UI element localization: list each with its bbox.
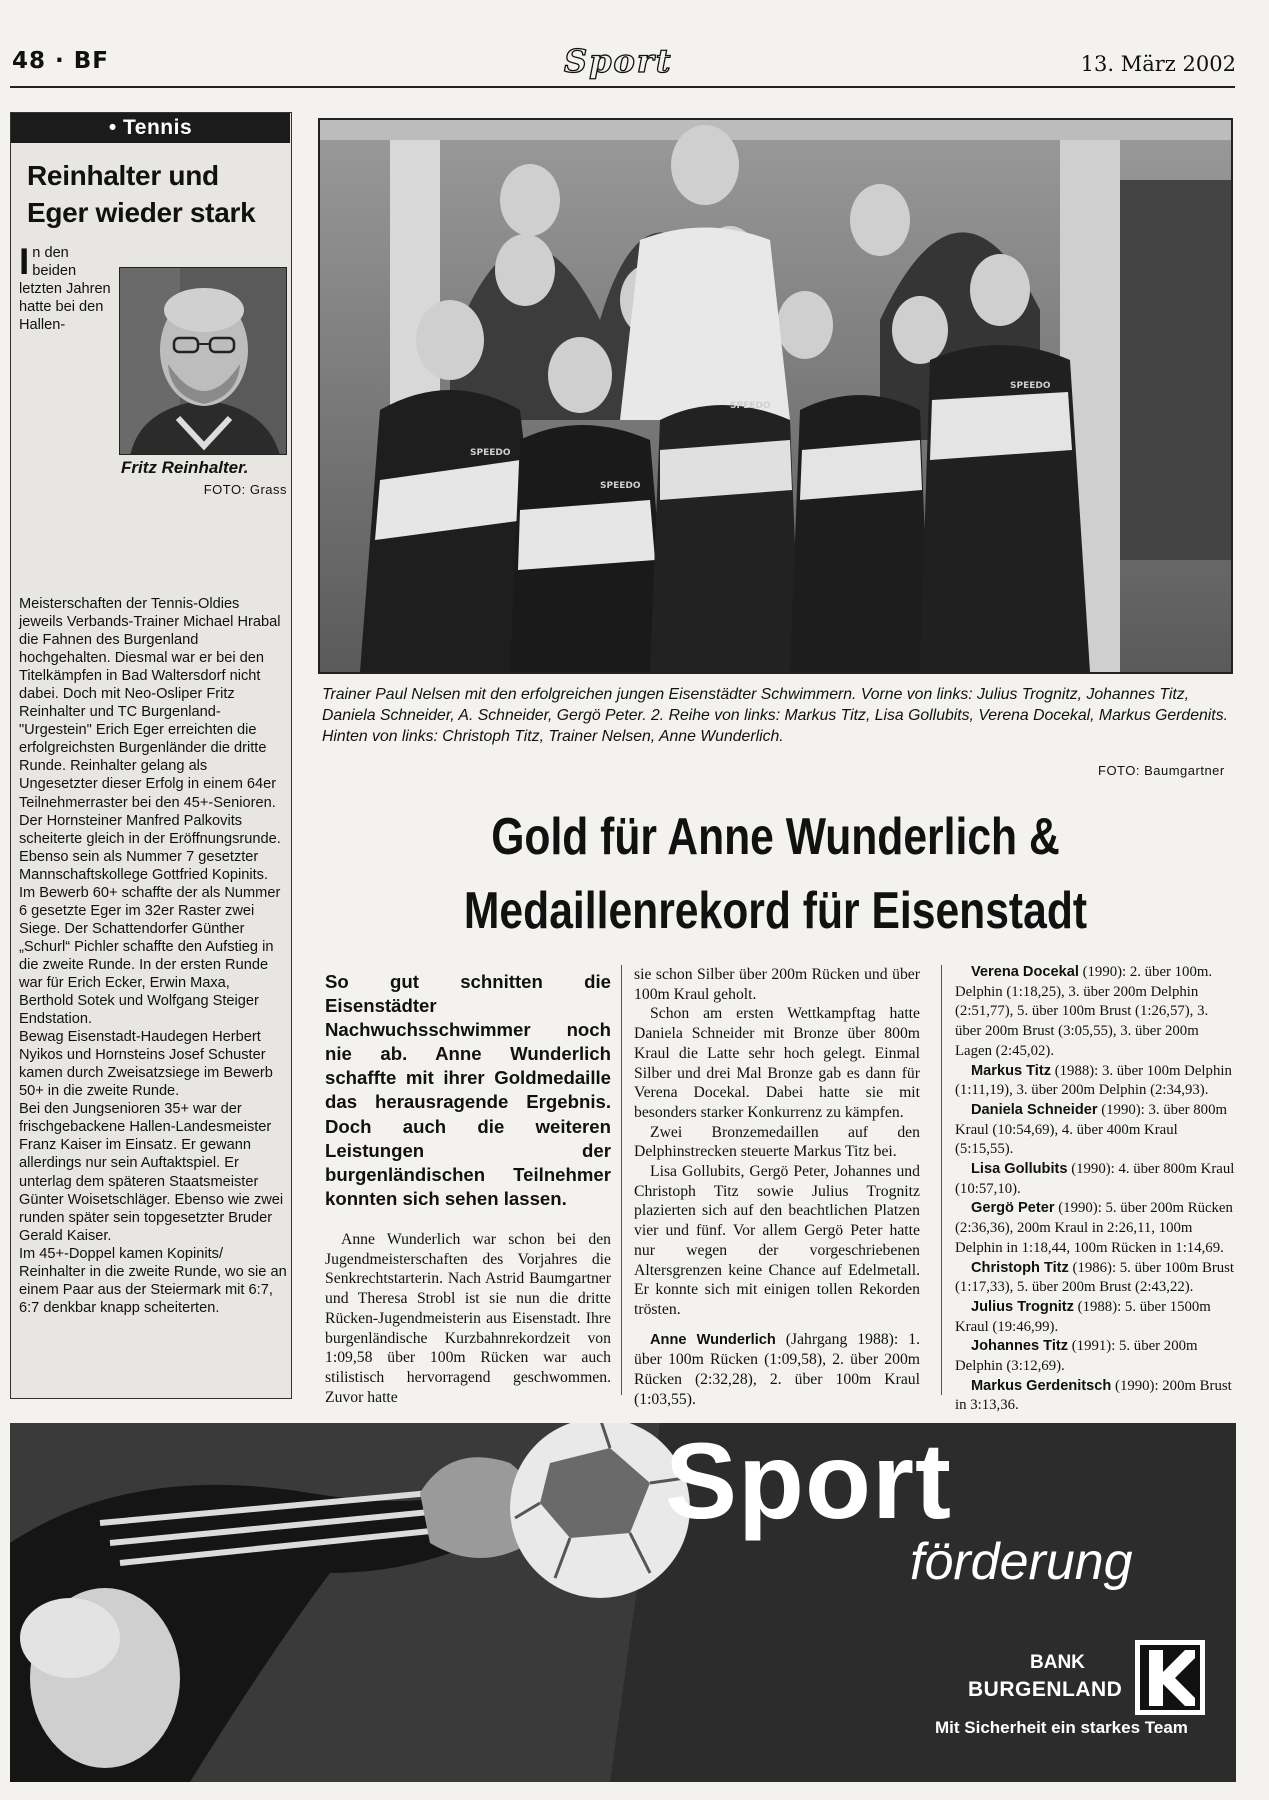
column-divider-1 [621,965,622,1395]
bank-slogan: Mit Sicherheit ein starkes Team [935,1718,1188,1737]
result-name: Julius Trognitz [971,1298,1074,1315]
result-text: (1990): 5. über 200m Rücken (2:36,36), 200m Kraul in 2:26,11, 100m Delphin in 1:18,44, 100m Rücken in 1:14,69. [955,1200,1233,1256]
sidebar-headline [27,157,287,231]
result-entry [955,1259,1237,1298]
header-rule [10,86,1235,88]
col2-paragraph-3: Zwei Bronzemedaillen auf den Delphinstrecken steuerte Markus Titz bei. [634,1123,920,1161]
main-headline-line2: Medaillenrekord für Eisenstadt [463,882,1088,940]
bank-name-line1: BANK [1030,1652,1085,1673]
main-headline [400,800,1150,948]
sidebar-intro-text: n den beiden letzten Jahren hatte bei den Hallen-Meisterschaften der Tennis-Oldies jeweils Verbands-Trainer Michael Hrabal die Fahnen des Burgenland hochgehalten. Diesmal war er bei den Titelkämpfen in Bad Waltersdorf nicht dabei. Doch mit Neo-Osliper Fritz Reinhalter und TC Burgenland-"Urgestein" Erich Eger erreichten die erfolgreichsten Burgenländer die dritte Runde. Reinhalter gelang als Ungesetzter dieser Erfolg in einem 64er Teilnehmerraster bei den 45+-Senioren. Der Hornsteiner Manfred Palkovits scheiterte gleich in der Eröffnungsrunde. Ebenso sein als Nummer 7 gesetzter Mannschaftskollege Gottfried Kopinits. Im Bewerb 60+ schaffte der als Nummer 6 gesetzte Eger im 32er Raster zwei Siege. Der Schattendorfer Günther „Schurl“ Pichler schaffte den Aufstieg in die zweite Runde. In der ersten Runde war für Erich Ecker, Erwin Maxa, Berthold Sotek und Wolfgang Steiger Endstation. [19,245,281,1028]
result-name: Gergö Peter [971,1200,1055,1217]
portrait-photo [119,267,287,455]
page-number: 48 · BF [12,48,110,74]
sidebar-paragraph-2: Bewag Eisenstadt-Haudegen Herbert Nyikos und Hornsteins Josef Schuster kamen durch Zweisatzsiege im Bewerb 50+ in die zweite Runde. [19,1029,273,1100]
sidebar-paragraph-3: Bei den Jungsenioren 35+ war der frischgebackene Hallen-Landesmeister Franz Kaiser im Einsatz. Er gewann allerdings nur sein Auftaktspiel. Er unterlag dem späteren Staatsmeister Günter Woisetschläger. Ebenso wie zwei runden später sein topgesetzter Bruder Gerald Kaiser. [19,1101,284,1244]
result-entry [955,1337,1237,1376]
issue-date: 13. März 2002 [1080,52,1236,76]
result-text: (1988): 3. über 100m Delphin (1:11,19), 3. über 200m Delphin (2:34,93). [955,1062,1232,1099]
result-text: (Jahrgang 1988): 1. über 100m Rücken (1:09,58), 2. über 200m Rücken (2:32,28), 2. über 100m Kraul (1:03,55). [634,1330,920,1408]
bank-name-line2: BURGENLAND [968,1678,1123,1701]
result-name: Johannes Titz [971,1338,1069,1355]
portrait-credit: FOTO: Grass [203,482,287,498]
sidebar-headline-line2: Eger wieder stark [27,197,256,228]
article-lead: So gut schnitten die Eisenstädter Nachwuchsschwimmer noch nie ab. Anne Wunderlich schaffte mit ihrer Goldmedaille das herausragende Ergebnis. Doch auch die weiteren Leistungen der burgenländischen Teilnehmer konnten sich sehen lassen. [325,971,611,1209]
dropcap: I [19,241,30,282]
jacket-brand-label-3: SPEEDO [730,401,771,411]
result-text: (1991): 5. über 200m Delphin (3:12,69). [955,1338,1198,1375]
col1-paragraph: Anne Wunderlich war schon bei den Jugendmeisterschaften des Vorjahres die Senkrechtstarterin. Nach Astrid Baumgartner und Theresa Strobl ist sie nun die dritte Rücken-Jugendmeisterin aus Eisenstadt. Ihre burgenländische Kurzbahnrekordzeit von 1:09,58 über 100m Rücken war auch stilistisch hervorragend geschwommen. Zuvor hatte [325,1231,611,1406]
ad-headline-sport: Sport [665,1420,952,1541]
portrait-figure [120,268,287,455]
main-headline-line1: Gold für Anne Wunderlich & [491,808,1060,866]
result-entry [955,1101,1237,1160]
tennis-sidebar [10,112,292,1399]
results-column [955,963,1237,1416]
article-column-1 [325,1230,611,1407]
team-photo-credit: FOTO: Baumgartner [1098,763,1225,778]
result-name: Daniela Schneider [971,1101,1098,1118]
portrait-caption: Fritz Reinhalter. [121,458,249,477]
col2-paragraph-1: sie schon Silber über 200m Rücken und über 100m Kraul geholt. [634,966,920,1003]
portrait-block [119,267,287,595]
bank-logo-icon [1135,1640,1205,1715]
result-text: (1990): 2. über 100m. Delphin (1:18,25), 3. über 200m Delphin (2:51,77), 5. über 100m Brust (1:26,57), 3. über 200m Brust (3:05,55), 3. über 200m Lagen (2:45,02). [955,964,1213,1059]
result-name: Christoph Titz [971,1259,1069,1276]
result-text: (1990): 200m Brust in 3:13,36. [955,1377,1232,1414]
result-text: (1990): 3. über 800m Kraul (10:54,69), 4. über 400m Kraul (5:15,55). [955,1101,1227,1158]
result-entry [955,1298,1237,1337]
sidebar-paragraph-4: Im 45+-Doppel kamen Kopinits/ Reinhalter in die zweite Runde, wo sie an einem Paar aus der Steiermark mit 6:7, 6:7 denkbar knapp scheiterten. [19,1245,287,1316]
result-entry [955,1062,1237,1101]
team-photo-scene [320,120,1231,672]
jacket-brand-label-1: SPEEDO [470,448,511,458]
sidebar-body [19,241,287,1317]
result-entry [955,1199,1237,1258]
result-name: Verena Docekal [971,964,1079,980]
result-name: Markus Gerdenitsch [971,1377,1112,1394]
col2-paragraph-4: Lisa Gollubits, Gergö Peter, Johannes und Christoph Titz sowie Julius Trognitz plazierten sich auf den beachtlichen Platzen vier und fünf. Vor allem Gergö Peter hatte nur wegen der vorgeschriebenen Altersgrenzen keine Chance auf Edelmetall. Er konnte sich mit einigen tollen Rekorden trösten. [634,1163,920,1318]
result-entry [634,1330,920,1410]
result-name: Markus Titz [971,1062,1052,1079]
result-text: (1986): 5. über 100m Brust (1:17,33), 5. über 200m Brust (2:43,22). [955,1259,1235,1296]
result-text: (1988): 5. über 1500m Kraul (19:46,99). [955,1298,1211,1335]
col2-paragraph-2: Schon am ersten Wettkampftag hatte Daniela Schneider mit Bronze über 800m Kraul die Latte sehr hoch gelegt. Einmal Silber und drei Mal Bronze gab es dann für Verena Docekal. Dabei hatte sie mit besonders starker Konkurrenz zu kämpfen. [634,1005,920,1121]
ad-headline-foerderung: förderung [910,1533,1133,1591]
result-entry [955,1377,1237,1416]
jacket-brand-label-4: SPEEDO [1010,381,1051,391]
section-title: Sport [564,42,673,80]
team-photo [318,118,1233,674]
sidebar-tag: • Tennis [11,113,290,143]
sidebar-headline-line1: Reinhalter und [27,160,219,191]
team-photo-caption: Trainer Paul Nelsen mit den erfolgreichen jungen Eisenstädter Schwimmern. Vorne von links: Julius Trognitz, Johannes Titz, Daniela Schneider, A. Schneider, Gergö Peter. 2. Reihe von links: Markus Titz, Lisa Gollubits, Verena Docekal, Markus Gerdenits. Hinten von links: Christoph Titz, Trainer Nelsen, Anne Wunderlich. [322,686,1228,746]
jacket-brand-label-2: SPEEDO [600,481,641,491]
column-divider-2 [941,965,942,1395]
result-entry [955,1160,1237,1199]
result-text: (1990): 4. über 800m Kraul (10:57,10). [955,1161,1235,1197]
result-entry [955,963,1237,1062]
result-name: Anne Wunderlich [650,1331,776,1348]
result-name: Lisa Gollubits [971,1161,1068,1178]
article-column-2 [634,965,920,1409]
